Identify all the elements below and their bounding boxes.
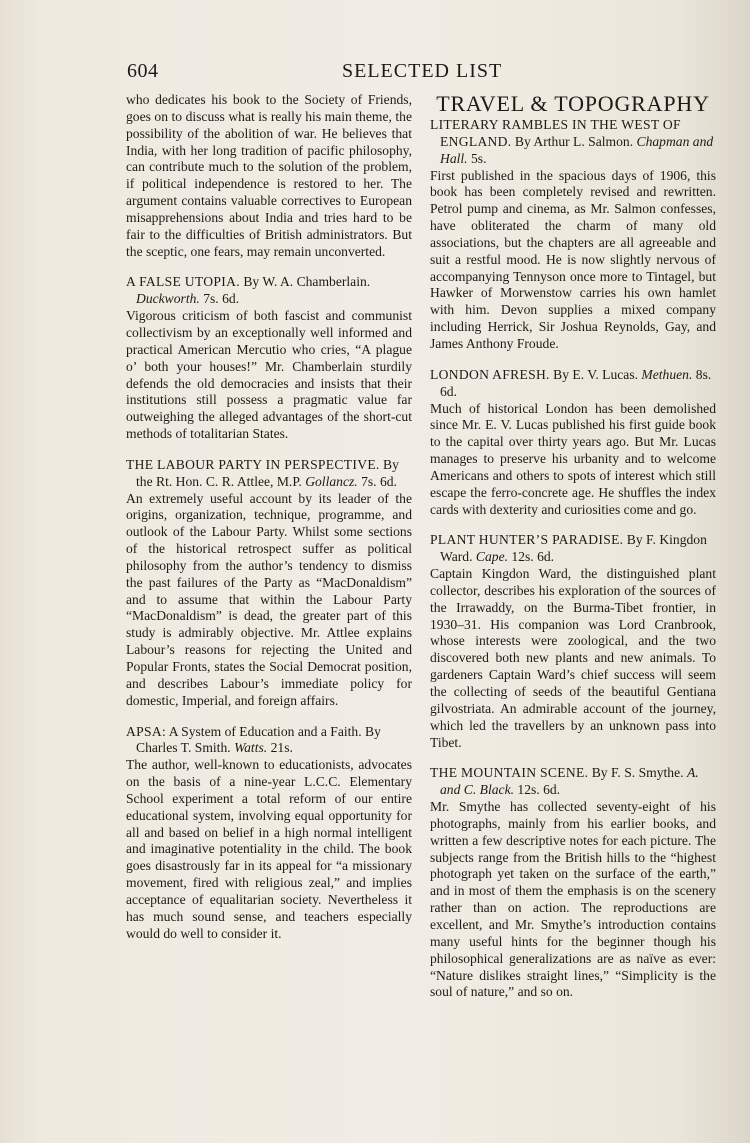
book-title: APSA: — [126, 723, 167, 739]
book-title: THE MOUNTAIN SCENE. — [430, 765, 589, 781]
book-heading — [126, 724, 412, 758]
continued-review: who dedicates his book to the Society of Friends, goes on to discuss what is really his main theme, the possibility of the abolition of war. He believes that India, with her long tradition of pacific philosophy, can contribute much to the solution of the problem, if political independence is restored to her. The argument contains valuable correctives to European misapprehensions about India and tries hard to be fair to the difficulties of British administrators. But the sceptic, one fears, may remain unconverted. — [126, 92, 412, 259]
book-byline: By F. Kingdon Ward. — [440, 532, 707, 565]
book-price: 21s. — [270, 740, 293, 756]
book-publisher: Cape. — [475, 549, 508, 565]
book-byline: By Arthur L. Salmon. — [514, 133, 634, 149]
book-publisher: Methuen. — [641, 366, 693, 382]
book-heading — [430, 532, 716, 566]
book-price: 8s. 6d. — [440, 366, 712, 399]
book-price: 7s. 6d. — [203, 291, 240, 307]
book-review: First published in the spacious days of 1906, this book has been completely revised and rewritten. Petrol pump and cinema, as Mr. Salmon confesses, have obliterated the charm of many old associations, but the chapters are all agreeable and suit a restful mood. He is now slightly nervous of accompanying Tennyson once more to Tintagel, but Hawker of Morwenstow carries his own hamlet with him. Devon supplies a mixed company including Herrick, Sir Joshua Reynolds, Gay, and James Anthony Froude. — [430, 167, 716, 351]
page-number: 604 — [127, 60, 159, 82]
book-price: 12s. 6d. — [517, 782, 561, 798]
book-entry — [126, 724, 412, 943]
book-heading — [430, 367, 716, 401]
book-heading — [430, 765, 716, 799]
left-column — [126, 92, 412, 957]
book-byline: By F. S. Smythe. — [591, 765, 684, 781]
book-price: 7s. 6d. — [361, 473, 397, 489]
book-heading — [126, 274, 412, 308]
book-review: Captain Kingdon Ward, the distinguished plant collector, describes his exploration of the sources of the Irrawaddy, on the Burma-Tibet frontier, in 1930–31. His companion was Lord Cranbrook, whose interests were zoological, and the two discovered both new plants and new animals. To gardeners Captain Ward’s chief success will seem the collecting of seeds of the beautiful Gentiana gilvostriata. An admirable account of the journey, which led the travellers by an unknown pass into Tibet. — [430, 566, 716, 750]
book-byline: By W. A. Chamberlain. — [243, 274, 371, 290]
book-title: A FALSE UTOPIA. — [126, 274, 240, 290]
book-byline: A System of Education and a Faith. By Charles T. Smith. — [136, 723, 381, 756]
book-publisher: Chapman and Hall. — [440, 133, 714, 166]
book-entry — [430, 367, 716, 519]
book-review: The author, well-known to educationists, advocates on the basis of a nine-year L.C.C. Elementary School experiment a total reform of our entire educational system, involving equal opportunity for all and based on belief in a high normal intelligent and imaginative potentiality in the child. The book goes disastrously far in its appeal for “a missionary movement, fired with religious zeal,” and implies acceptance of equalitarian society. Nevertheless it has much sound sense, and teachers especially would do well to consider it. — [126, 757, 412, 941]
right-column — [430, 92, 716, 1015]
page-header — [127, 60, 714, 90]
book-title: PLANT HUNTER’S PARADISE. — [430, 532, 624, 548]
running-head: SELECTED LIST — [342, 60, 503, 82]
book-price: 12s. 6d. — [511, 549, 555, 565]
book-entry — [126, 457, 412, 710]
book-heading — [430, 117, 716, 168]
section-title: TRAVEL & TOPOGRAPHY — [436, 91, 710, 116]
book-title: THE LABOUR PARTY IN PERSPECTIVE. — [126, 456, 380, 472]
book-publisher: Gollancz. — [305, 473, 358, 489]
book-publisher: A. and C. Black. — [440, 765, 699, 798]
book-byline: By E. V. Lucas. — [553, 366, 639, 382]
book-publisher: Watts. — [234, 740, 268, 756]
book-title: LITERARY RAMBLES IN THE WEST OF ENGLAND. — [430, 117, 681, 149]
book-entry — [430, 117, 716, 353]
book-entry — [430, 765, 716, 1001]
book-review: Much of historical London has been demolished since Mr. E. V. Lucas published his first guide book to the capital over thirty years ago. But Mr. Lucas manages to preserve his urbanity and to welcome Americans and others to spots of interest which still escape the ferro-concrete age. He shuffles the index cards with dexterity and curiosities come and go. — [430, 400, 716, 517]
book-publisher: Duckworth. — [136, 291, 200, 307]
book-price: 5s. — [470, 150, 487, 166]
book-byline: By the Rt. Hon. C. R. Attlee, M.P. — [136, 456, 399, 489]
book-review: An extremely useful account by its leader of the origins, organization, technique, programme, and outlook of the Labour Party. Whilst some sections of the historical retrospect suffer as political philosophy from the author’s tendency to dismiss the past failures of the Party as “MacDonaldism” and to assume that within the Labour Party “MacDonaldism” is dead, the greater part of this study is admirably objective. Mr. Attlee explains Labour’s reasons for rejecting the United and Popular Fronts, states the Social Democrat position, and describes Labour’s immediate policy for domestic, Imperial, and foreign affairs. — [126, 490, 412, 708]
book-review: Mr. Smythe has collected seventy-eight of his photographs, mainly from his earlier books, and written a few descriptive notes for each picture. The subjects range from the British hills to the “highest photograph yet taken on the surface of the earth,” and in most of them the emphasis is on the scenery rather than on action. The reproductions are excellent, and Mr. Smythe’s introduction contains many useful hints for the beginner though his philosophical generalizations are as naïve as ever: “Nature dislikes straight lines,” “Simplicity is the soul of nature,” and so on. — [430, 799, 716, 1000]
book-title: LONDON AFRESH. — [430, 366, 550, 382]
book-heading — [126, 457, 412, 491]
book-entry — [126, 274, 412, 442]
book-entry — [430, 532, 716, 751]
book-review: Vigorous criticism of both fascist and communist collectivism by an exceptionally well informed and practical American Mercutio who cries, “A plague o’ both your houses!” Mr. Chamberlain sturdily defends the old democracies and insists that their institutions still possess a pragmatic value far outweighing the alleged advantages of the short-cut methods of totalitarian States. — [126, 308, 412, 442]
